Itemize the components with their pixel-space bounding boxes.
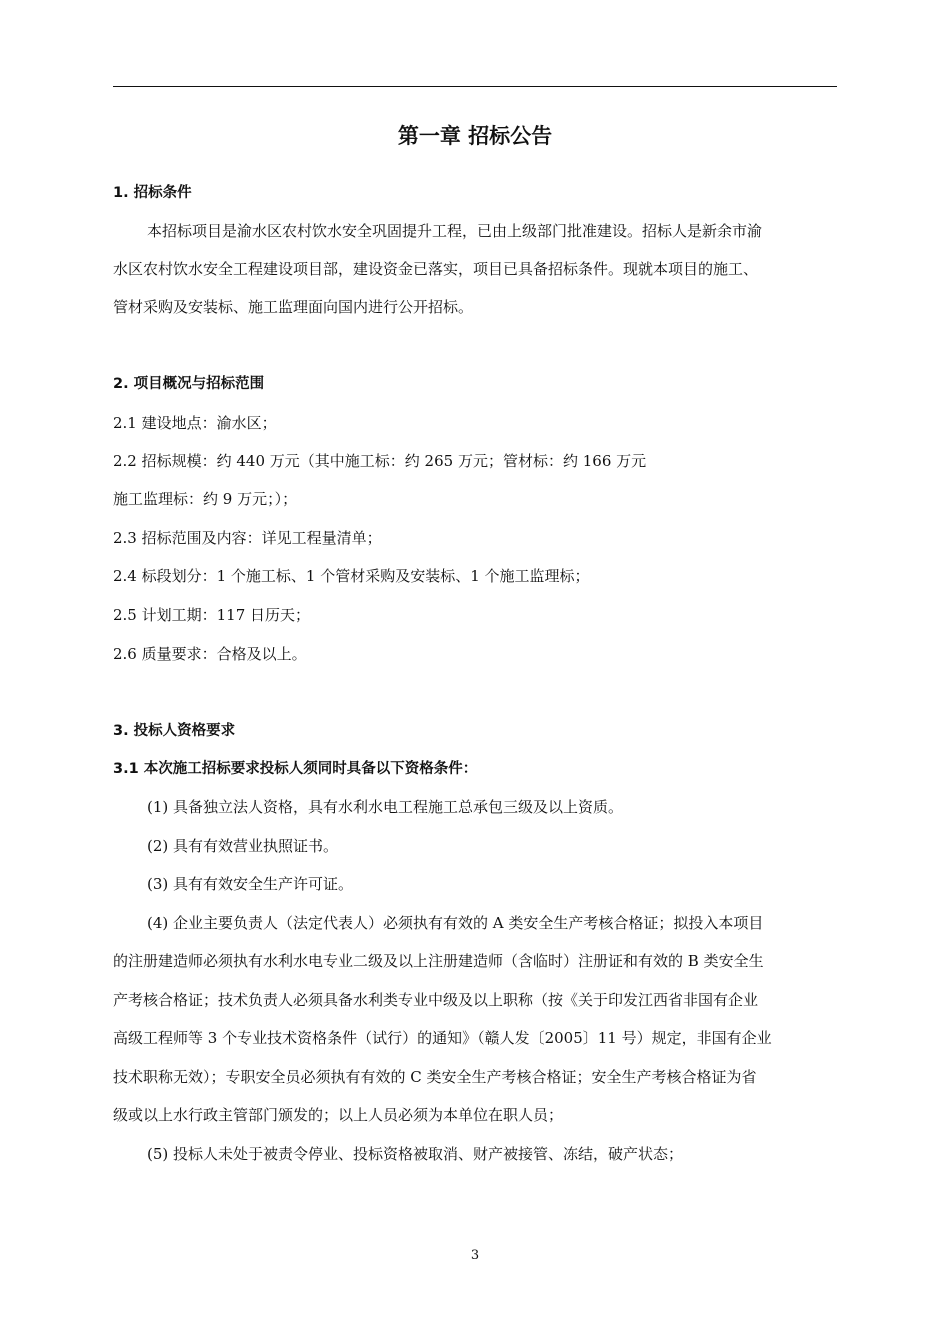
item-2-2-continued: 施工监理标：约 9 万元；）； (113, 490, 298, 508)
item-2-3: 2.3 招标范围及内容：详见工程量清单； (113, 529, 382, 547)
page-number: 3 (470, 1248, 480, 1263)
requirement-item-4-line: 级或以上水行政主管部门颁发的；以上人员必须为本单位在职人员； (113, 1106, 564, 1124)
section-2-heading: 2. 项目概况与招标范围 (113, 376, 265, 392)
item-2-4: 2.4 标段划分：1 个施工标、1 个管材采购及安装标、1 个施工监理标； (113, 567, 590, 585)
section-1-heading: 1. 招标条件 (113, 185, 192, 201)
requirement-item-4-line: 的注册建造师必须执有水利水电专业二级及以上注册建造师（含临时）注册证和有效的 B 类安全生 (113, 952, 764, 970)
requirement-item-1: (1) 具备独立法人资格，具有水利水电工程施工总承包三级及以上资质。 (147, 798, 624, 816)
item-2-1: 2.1 建设地点：渝水区； (113, 414, 277, 432)
requirement-item-4-line: 技术职称无效）；专职安全员必须执有有效的 C 类安全生产考核合格证；安全生产考核合格证为省 (113, 1068, 757, 1086)
requirement-item-4: (4) 企业主要负责人（法定代表人）必须执有有效的 A 类安全生产考核合格证；拟投入本项目 (147, 914, 764, 932)
requirement-item-2: (2) 具有有效营业执照证书。 (147, 837, 339, 855)
item-2-2: 2.2 招标规模：约 440 万元（其中施工标：约 265 万元；管材标：约 166 万元 (113, 452, 647, 470)
section-1-paragraph-line: 管材采购及安装标、施工监理面向国内进行公开招标。 (113, 298, 474, 316)
requirement-item-4-line: 产考核合格证；技术负责人必须具备水利类专业中级及以上职称（按《关于印发江西省非国有企业 (113, 991, 759, 1009)
requirement-item-5: (5) 投标人未处于被责令停业、投标资格被取消、财产被接管、冻结，破产状态； (147, 1145, 684, 1163)
requirement-item-4-line: 高级工程师等 3 个专业技术资格条件（试行）的通知》（赣人发〔2005〕11 号）规定，非国有企业 (113, 1029, 772, 1047)
section-1-paragraph-line: 水区农村饮水安全工程建设项目部，建设资金已落实，项目已具备招标条件。现就本项目的施工、 (113, 260, 759, 278)
requirement-item-3: (3) 具有有效安全生产许可证。 (147, 875, 354, 893)
section-1-paragraph-line: 本招标项目是渝水区农村饮水安全巩固提升工程，已由上级部门批准建设。招标人是新余市渝 (147, 222, 763, 240)
section-3-1-heading: 3.1 本次施工招标要求投标人须同时具备以下资格条件： (113, 761, 478, 777)
chapter-title: 第一章 招标公告 (397, 124, 553, 148)
item-2-5: 2.5 计划工期：117 日历天； (113, 606, 311, 624)
header-rule (113, 86, 837, 87)
item-2-6: 2.6 质量要求：合格及以上。 (113, 645, 307, 663)
section-3-heading: 3. 投标人资格要求 (113, 723, 236, 739)
